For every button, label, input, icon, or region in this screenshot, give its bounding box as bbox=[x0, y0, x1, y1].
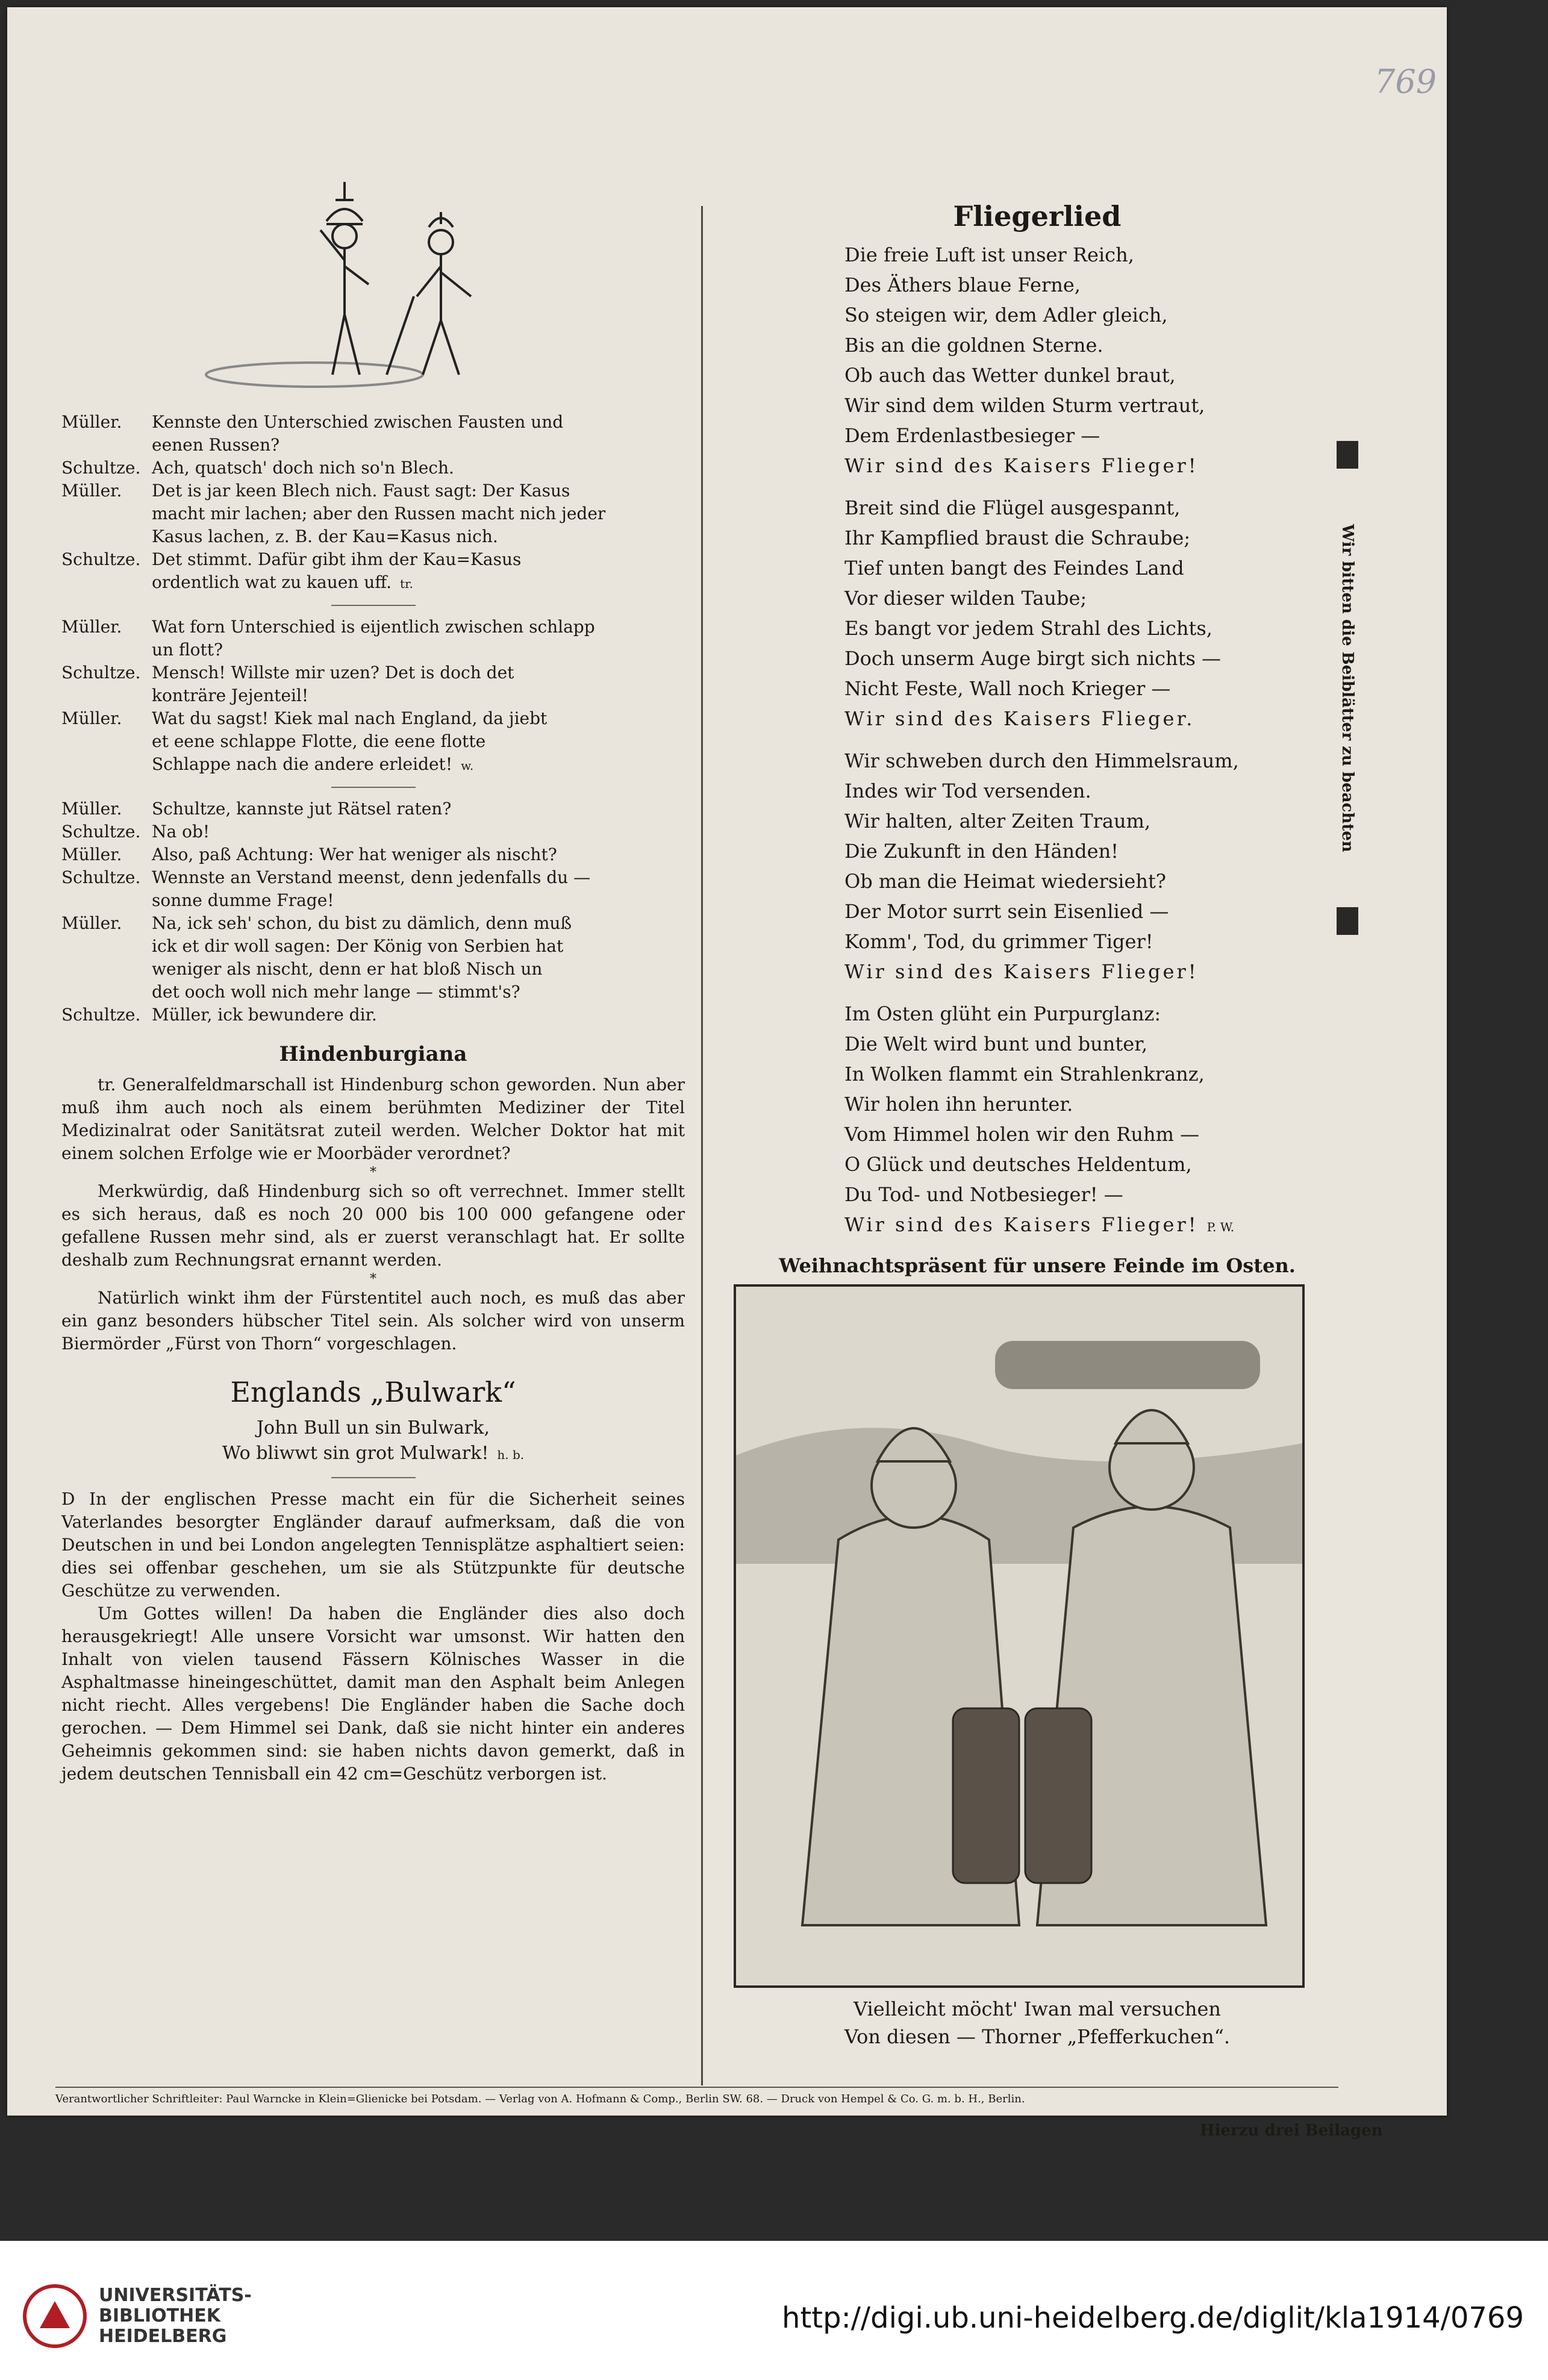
speaker: Müller. bbox=[61, 913, 122, 933]
poem-stanza bbox=[730, 240, 1344, 481]
dialog-flotte bbox=[61, 616, 685, 777]
poem-line: Wir holen ihn herunter. bbox=[844, 1093, 1073, 1116]
speaker: Müller. bbox=[61, 845, 122, 864]
poem-line: Dem Erdenlastbesieger — bbox=[844, 424, 1100, 447]
speaker: Schultze. bbox=[61, 663, 141, 682]
speaker: Müller. bbox=[61, 799, 122, 819]
author-signature: h. b. bbox=[497, 1448, 525, 1462]
dialog-line: Det stimmt. Dafür gibt ihm der Kau=Kasus bbox=[152, 549, 522, 569]
poem-refrain: Wir sind des Kaisers Flieger! bbox=[844, 1213, 1199, 1236]
scanned-page bbox=[7, 7, 1447, 2140]
poem-line: Breit sind die Flügel ausgespannt, bbox=[844, 496, 1181, 519]
poem-line: Bis an die goldnen Sterne. bbox=[844, 334, 1103, 357]
dialog-line: un flott? bbox=[152, 640, 223, 660]
dialog-line: sonne dumme Frage! bbox=[152, 890, 334, 910]
dialog-line: konträre Jejenteil! bbox=[152, 686, 309, 705]
library-name bbox=[99, 2285, 252, 2347]
poem-line: Die freie Luft ist unser Reich, bbox=[844, 243, 1134, 266]
englands-paragraph-1: D In der englischen Presse macht ein für die Sicherheit seines Vaterlandes besorgter Engländer darauf aufmerksam, daß die von Deutschen in und bei London angelegten Tennisplätze asphaltiert seien: dies sei offenbar geschehen, um sie als Stützpunkte für deutsche Geschütze zu verwenden. bbox=[61, 1489, 685, 1601]
speaker: Müller. bbox=[61, 617, 122, 637]
divider bbox=[331, 605, 416, 606]
poem-stanza bbox=[730, 493, 1344, 734]
poem-line: In Wolken flammt ein Strahlenkranz, bbox=[844, 1063, 1205, 1085]
illustration-soldiers bbox=[734, 1284, 1305, 1988]
dialog-row bbox=[61, 707, 685, 777]
dialog-row bbox=[61, 616, 685, 661]
poem-line: Du Tod- und Notbesieger! — bbox=[844, 1183, 1123, 1206]
dialog-line: Kennste den Unterschied zwischen Fausten und bbox=[152, 412, 564, 432]
dialog-line: ordentlich wat zu kauen uff. bbox=[152, 572, 392, 592]
divider bbox=[331, 787, 416, 788]
poem-line: Indes wir Tod versenden. bbox=[844, 779, 1091, 802]
library-logo[interactable] bbox=[22, 2283, 252, 2349]
poem-refrain: Wir sind des Kaisers Flieger! bbox=[844, 454, 1199, 477]
dialog-line: Müller, ick bewundere dir. bbox=[152, 1005, 377, 1025]
library-seal-icon bbox=[22, 2283, 88, 2349]
speaker: Schultze. bbox=[61, 1005, 141, 1025]
verse-line: Wo bliwwt sin grot Mulwark! bbox=[222, 1443, 489, 1464]
permalink[interactable]: http://digi.ub.uni-heidelberg.de/diglit/kla1914/0769 bbox=[782, 2301, 1524, 2335]
left-column bbox=[61, 158, 685, 1785]
asterisk-divider: * bbox=[370, 1165, 376, 1180]
poem-line: Wir sind dem wilden Sturm vertraut, bbox=[844, 394, 1205, 417]
column-divider bbox=[701, 206, 703, 2085]
author-signature: P. W. bbox=[1206, 1220, 1235, 1234]
dialog-line: det ooch woll nich mehr lange — stimmt's? bbox=[152, 982, 520, 1002]
poem-stanza bbox=[730, 999, 1344, 1242]
dialog-line: macht mir lachen; aber den Russen macht nich jeder bbox=[152, 504, 606, 523]
dialog-line: ick et dir woll sagen: Der König von Serbien hat bbox=[152, 936, 564, 956]
dialog-line: Ach, quatsch' doch nich so'n Blech. bbox=[152, 458, 454, 478]
dialog-row bbox=[61, 548, 685, 595]
author-signature: w. bbox=[461, 758, 474, 773]
library-name-line: HEIDELBERG bbox=[99, 2326, 227, 2347]
bottom-rule bbox=[55, 2087, 1338, 2088]
dialog-line: eenen Russen? bbox=[152, 435, 280, 455]
poem-line: Der Motor surrt sein Eisenlied — bbox=[844, 900, 1169, 923]
dialog-line: Schultze, kannste jut Rätsel raten? bbox=[152, 799, 452, 819]
right-column bbox=[730, 188, 1344, 2050]
cartoon-drawing bbox=[61, 158, 685, 411]
dialog-line: Wat du sagst! Kiek mal nach England, da jiebt bbox=[152, 708, 548, 728]
dialog-line: Wennste an Verstand meenst, denn jedenfalls du — bbox=[152, 867, 591, 887]
caption-line: Von diesen — Thorner „Pfefferkuchen“. bbox=[844, 2025, 1231, 2048]
dialog-line: Na, ick seh' schon, du bist zu dämlich, denn muß bbox=[152, 913, 572, 933]
side-bar-bottom bbox=[1337, 907, 1358, 935]
author-signature: tr. bbox=[400, 576, 413, 591]
poem-stanza bbox=[730, 746, 1344, 987]
poem-line: Wir schweben durch den Himmelsraum, bbox=[844, 749, 1239, 772]
englands-heading: Englands „Bulwark“ bbox=[230, 1376, 516, 1408]
asterisk-divider: * bbox=[370, 1272, 376, 1287]
dialog-row bbox=[61, 843, 685, 866]
speaker: Schultze. bbox=[61, 549, 141, 569]
speaker: Schultze. bbox=[61, 822, 141, 842]
englands-verse bbox=[61, 1416, 685, 1467]
dialog-row bbox=[61, 820, 685, 843]
dialog-line: Det is jar keen Blech nich. Faust sagt: Der Kasus bbox=[152, 481, 570, 501]
poem-line: Wir halten, alter Zeiten Traum, bbox=[844, 810, 1151, 832]
hindenburg-paragraph-1: tr. Generalfeldmarschall ist Hindenburg schon geworden. Nun aber muß ihm auch noch als einem berühmten Mediziner der Titel Medizinalrat oder Sanitätsrat zuteil werden. Welcher Doktor hat mit einem solchen Erfolge wie er Moorbäder verordnet? bbox=[61, 1075, 685, 1163]
hindenburg-paragraph-3: Natürlich winkt ihm der Fürstentitel auch noch, es muß das aber ein ganz besonders hübscher Titel sein. Als solcher wird von unserm Biermörder „Fürst von Thorn“ vorgeschlagen. bbox=[61, 1288, 685, 1354]
imprint-line: Verantwortlicher Schriftleiter: Paul Warncke in Klein=Glienicke bei Potsdam. — Verlag von A. Hofmann & Comp., Berlin SW. 68. — Druck von Hempel & Co. G. m. b. H., Berlin. bbox=[55, 2093, 1025, 2105]
poem-line: Die Zukunft in den Händen! bbox=[844, 840, 1119, 863]
poem-line: Die Welt wird bunt und bunter, bbox=[844, 1032, 1148, 1055]
speaker: Müller. bbox=[61, 481, 122, 501]
illustration-drawing bbox=[736, 1287, 1302, 1985]
dialog-row bbox=[61, 479, 685, 548]
poem-refrain: Wir sind des Kaisers Flieger! bbox=[844, 960, 1199, 983]
dialog-row bbox=[61, 912, 685, 1004]
dialog-row bbox=[61, 457, 685, 479]
poem-refrain: Wir sind des Kaisers Flieger. bbox=[844, 707, 1195, 730]
poem-line: Ob auch das Wetter dunkel braut, bbox=[844, 364, 1176, 387]
poem-line: Im Osten glüht ein Purpurglanz: bbox=[844, 1002, 1161, 1025]
dialog-row bbox=[61, 661, 685, 707]
speaker: Müller. bbox=[61, 412, 122, 432]
poem-line: Vor dieser wilden Taube; bbox=[844, 587, 1087, 610]
library-name-line: UNIVERSITÄTS- bbox=[99, 2285, 252, 2306]
dialog-faust bbox=[61, 411, 685, 595]
poem-line: Komm', Tod, du grimmer Tiger! bbox=[844, 930, 1153, 953]
speaker: Schultze. bbox=[61, 458, 141, 478]
poem-line: Nicht Feste, Wall noch Krieger — bbox=[844, 677, 1171, 700]
hindenburg-paragraph-2: Merkwürdig, daß Hindenburg sich so oft verrechnet. Immer stellt es sich heraus, daß es noch 20 000 bis 100 000 gefangene oder gefallene Russen mehr sind, als er zuerst veranschlagt hat. Er sollte deshalb zum Rechnungsrat ernannt werden. bbox=[61, 1181, 685, 1270]
side-bar-top bbox=[1337, 441, 1358, 469]
side-notice bbox=[1335, 441, 1359, 935]
poem-line: So steigen wir, dem Adler gleich, bbox=[844, 304, 1168, 326]
caption-line: Vielleicht möcht' Iwan mal versuchen bbox=[853, 1997, 1222, 2020]
dialog-row bbox=[61, 798, 685, 820]
hindenburg-heading: Hindenburgiana bbox=[279, 1042, 467, 1066]
dialog-line: weniger als nischt, denn er hat bloß Nisch un bbox=[152, 959, 543, 979]
englands-paragraph-2: Um Gottes willen! Da haben die Engländer dies also doch herausgekriegt! Alle unsere Vorsicht war umsonst. Wir hatten den Inhalt von vielen tausend Fässern Kölnisches Wasser in die Asphaltmasse hineingeschüttet, damit man den Asphalt beim Anlegen nicht riecht. Alles vergebens! Die Engländer haben die Sache doch gerochen. — Dem Himmel sei Dank, daß sie nicht hinter ein anderes Geheimnis gekommen sind: sie haben nichts davon gemerkt, daß in jedem deutschen Tennisball ein 42 cm=Geschütz verborgen ist. bbox=[61, 1604, 685, 1784]
cartoon-two-figures bbox=[61, 158, 685, 411]
dialog-line: Schlappe nach die andere erleidet! bbox=[152, 754, 453, 774]
poem-line: Tief unten bangt des Feindes Land bbox=[844, 557, 1184, 579]
dialog-line: Wat forn Unterschied is eijentlich zwischen schlapp bbox=[152, 617, 595, 637]
verse-line: John Bull un sin Bulwark, bbox=[257, 1417, 490, 1438]
library-name-line: BIBLIOTHEK bbox=[99, 2305, 220, 2326]
poem-title: Fliegerlied bbox=[953, 200, 1122, 233]
page-number: 769 bbox=[1375, 63, 1437, 101]
divider bbox=[331, 1477, 416, 1478]
supplements-note: Hierzu drei Beilagen bbox=[1200, 2122, 1383, 2140]
dialog-line: Na ob! bbox=[152, 822, 210, 842]
poem-line: O Glück und deutsches Heldentum, bbox=[844, 1153, 1192, 1176]
dialog-row bbox=[61, 1004, 685, 1026]
poem-line: Des Äthers blaue Ferne, bbox=[844, 273, 1081, 296]
side-notice-text: Wir bitten die Beiblätter zu beachten bbox=[1338, 523, 1356, 852]
illustration-title: Weihnachtspräsent für unsere Feinde im Osten. bbox=[779, 1254, 1296, 1277]
dialog-line: et eene schlappe Flotte, die eene flotte bbox=[152, 731, 486, 751]
poem-line: Ob man die Heimat wiedersieht? bbox=[844, 870, 1166, 893]
dialog-line: Kasus lachen, z. B. der Kau=Kasus nich. bbox=[152, 526, 498, 546]
dialog-line: Mensch! Willste mir uzen? Det is doch det bbox=[152, 663, 514, 682]
speaker: Schultze. bbox=[61, 867, 141, 887]
speaker: Müller. bbox=[61, 708, 122, 728]
dialog-row bbox=[61, 866, 685, 912]
poem-line: Doch unserm Auge birgt sich nichts — bbox=[844, 647, 1222, 670]
poem-line: Es bangt vor jedem Strahl des Lichts, bbox=[844, 617, 1212, 640]
dialog-row bbox=[61, 411, 685, 457]
dialog-line: Also, paß Achtung: Wer hat weniger als nischt? bbox=[152, 845, 557, 864]
poem-line: Vom Himmel holen wir den Ruhm — bbox=[844, 1123, 1200, 1146]
poem-line: Ihr Kampflied braust die Schraube; bbox=[844, 526, 1191, 549]
illustration-caption bbox=[730, 1995, 1344, 2050]
dialog-raetsel bbox=[61, 798, 685, 1026]
